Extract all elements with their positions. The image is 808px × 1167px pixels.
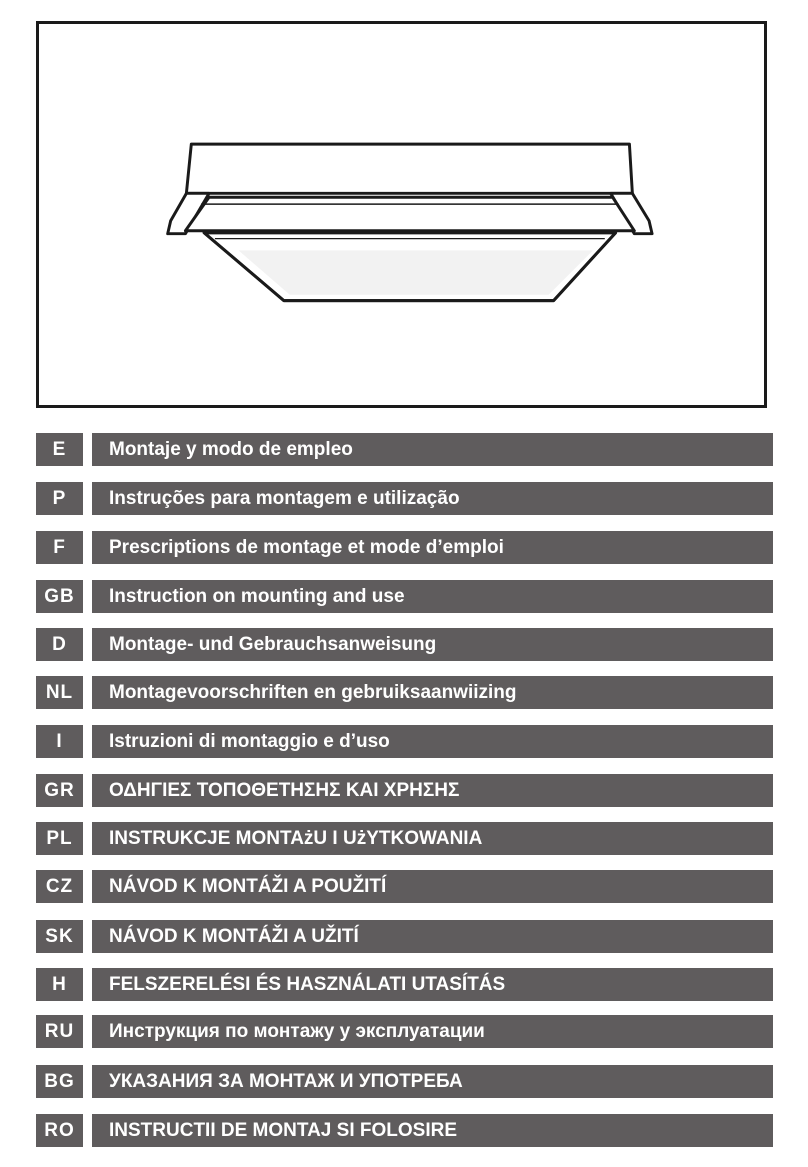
language-title: ΟΔΗΓΙΕΣ ΤΟΠΟΘΕΤΗΣΗΣ ΚΑΙ ΧΡΗΣΗΣ <box>92 774 773 807</box>
language-code: CZ <box>36 870 83 903</box>
language-code: GB <box>36 580 83 613</box>
illustration-frame <box>36 21 767 408</box>
hood-housing-front <box>186 144 632 193</box>
language-row-ro <box>36 1114 773 1147</box>
language-title: Prescriptions de montage et mode d’emploi <box>92 531 773 564</box>
hood-slider-bar <box>185 197 634 230</box>
language-code: E <box>36 433 83 466</box>
language-row-nl <box>36 676 773 709</box>
language-code: NL <box>36 676 83 709</box>
language-title: Инструкция по монтажу у эксплуатации <box>92 1015 773 1048</box>
language-code: RU <box>36 1015 83 1048</box>
language-row-gb <box>36 580 773 613</box>
language-title: Montagevoorschriften en gebruiksaanwiizing <box>92 676 773 709</box>
language-row-gr <box>36 774 773 807</box>
language-title: NÁVOD K MONTÁŽI A POUŽITÍ <box>92 870 773 903</box>
language-row-f <box>36 531 773 564</box>
language-title: INSTRUKCJE MONTAżU I UżYTKOWANIA <box>92 822 773 855</box>
language-title: NÁVOD K MONTÁŽI A UŽITÍ <box>92 920 773 953</box>
language-row-p <box>36 482 773 515</box>
language-row-i <box>36 725 773 758</box>
language-row-d <box>36 628 773 661</box>
language-row-sk <box>36 920 773 953</box>
language-title: Instruções para montagem e utilização <box>92 482 773 515</box>
language-row-cz <box>36 870 773 903</box>
language-code: PL <box>36 822 83 855</box>
language-code: H <box>36 968 83 1001</box>
language-code: I <box>36 725 83 758</box>
language-row-pl <box>36 822 773 855</box>
language-code: SK <box>36 920 83 953</box>
language-code: RO <box>36 1114 83 1147</box>
language-title: FELSZERELÉSI ÉS HASZNÁLATI UTASÍTÁS <box>92 968 773 1001</box>
language-title: INSTRUCTII DE MONTAJ SI FOLOSIRE <box>92 1114 773 1147</box>
language-title: Montage- und Gebrauchsanweisung <box>92 628 773 661</box>
language-row-h <box>36 968 773 1001</box>
language-title: Istruzioni di montaggio e d’uso <box>92 725 773 758</box>
language-code: BG <box>36 1065 83 1098</box>
language-row-ru <box>36 1015 773 1048</box>
language-title: Montaje y modo de empleo <box>92 433 773 466</box>
language-code: F <box>36 531 83 564</box>
language-title: УКАЗАНИЯ ЗА МОНТАЖ И УПОТРЕБА <box>92 1065 773 1098</box>
language-code: D <box>36 628 83 661</box>
range-hood-illustration <box>39 24 764 405</box>
language-title: Instruction on mounting and use <box>92 580 773 613</box>
language-code: P <box>36 482 83 515</box>
hood-visor-shade <box>239 250 593 294</box>
language-row-bg <box>36 1065 773 1098</box>
language-code: GR <box>36 774 83 807</box>
language-row-e <box>36 433 773 466</box>
